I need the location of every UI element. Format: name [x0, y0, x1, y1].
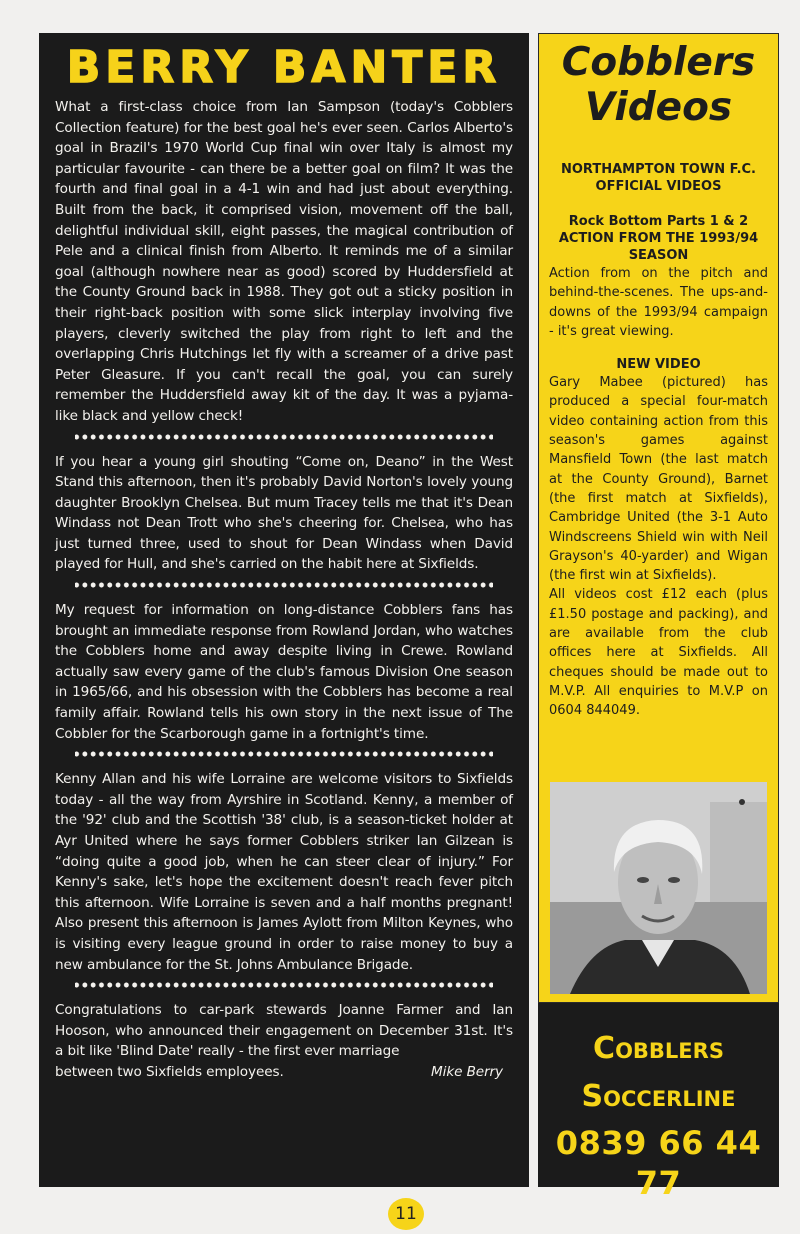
- banter-paragraph: If you hear a young girl shouting “Come on, Deano” in the West Stand this afternoon, then it's probably David Norton's lovely young daughter Brooklyn Chelsea. But mum Tracey tells me that it's Dean Windass not Dean Trott who she's cheering for. Chelsea, who has just turned three, used to shout for Dean Windass when David played for Hull, and she's carried on the habit here at Sixfields.: [55, 453, 513, 573]
- dot-separator: [75, 978, 493, 992]
- banter-paragraph: My request for information on long-distance Cobblers fans has brought an immediate response from Rowland Jordan, who watches the Cobblers home and away despite living in Crewe. Rowland actually saw every game of the club's famous Division One season in 1965/66, and his obsession with the Cobblers has become a real family affair. Rowland tells his own story in the next issue of The Cobbler for the Scarborough game in a fortnight's time.: [55, 602, 513, 742]
- videos-title-line1: Cobblers: [561, 40, 756, 85]
- cobblers-videos-panel: [538, 33, 779, 1003]
- banter-last-paragraph: [55, 1000, 513, 1062]
- soccerline-line1: Cobblers: [593, 1031, 724, 1066]
- soccerline-line2: Soccerline: [581, 1079, 736, 1114]
- berry-banter-panel: [39, 33, 529, 1187]
- dot-separator: [75, 578, 493, 592]
- page-number: 11: [388, 1198, 424, 1230]
- banter-last-paragraph-text: Congratulations to car-park stewards Joanne Farmer and Ian Hooson, who announced their engagement on December 31st. It's a bit like 'Blind Date' really - the first ever marriage: [55, 1002, 513, 1060]
- banter-paragraph: Kenny Allan and his wife Lorraine are welcome visitors to Sixfields today - all the way from Ayrshire in Scotland. Kenny, a member of the '92' club and the Scottish '38' club, is a season-ticket holder at Ayr United where he says former Cobblers striker Ian Gilzean is “doing quite a good job, when he can steer clear of injury.” For Kenny's sake, let's hope the excitement doesn't reach fever pitch this afternoon. Wife Lorraine is seven and a half months pregnant! Also present this afternoon is James Aylott from Milton Keynes, who is visiting every league ground in order to raise money to buy a new ambulance for the St. Johns Ambulance Brigade.: [55, 771, 513, 973]
- signature-line: [55, 1062, 513, 1083]
- author-signature: Mike Berry: [431, 1063, 503, 1080]
- club-heading: NORTHAMPTON TOWN F.C. OFFICIAL VIDEOS: [560, 162, 756, 194]
- soccerline-panel: [538, 1003, 779, 1202]
- banter-last-paragraph-end: between two Sixfields employees.: [55, 1063, 284, 1080]
- feature-heading: Rock Bottom Parts 1 & 2 ACTION FROM THE 1993/94 SEASON: [558, 214, 759, 263]
- new-video-heading: NEW VIDEO: [616, 357, 701, 373]
- price-text: All videos cost £12 each (plus £1.50 postage and packing), and are available from the club offices here at Sixfields. All cheques should be made out to M.V.P. All enquiries to M.V.P on 0604 844049.: [549, 587, 768, 719]
- gary-mabee-photo: [550, 782, 767, 994]
- new-video-text: Gary Mabee (pictured) has produced a special four-match video containing action from this season's games against Mansfield Town (the last match at the County Ground), Barnet (the first match at Sixfields), Cambridge United (the 3-1 Auto Windscreens Shield win with Neil Grayson's 40-yarder) and Wigan (the first win at Sixfields).: [549, 375, 768, 584]
- dot-separator: [75, 747, 493, 761]
- soccerline-phone-number: 0839 66 44 77: [555, 1124, 762, 1202]
- berry-banter-title: BERRY BANTER: [66, 42, 502, 93]
- banter-paragraph: What a first-class choice from Ian Sampson (today's Cobblers Collection feature) for the best goal he's ever seen. Carlos Alberto's goal in Brazil's 1970 World Cup final win over Italy is almost my particular favourite - can there be a better goal on film? It was the fourth and final goal in a 4-1 win and had just about everything. Built from the back, it comprised vision, movement off the ball, delightful individual skill, eight passes, the magical contribution of Pele and a clinical finish from Alberto. It reminds me of a similar goal (although nowhere near as good) scored by Huddersfield at the County Ground back in 1988. They got out a sticky position in their right-back position with some slick interplay involving five players, cleverly switched the play from right to left and the overlapping Chris Hutchings let fly with a screamer of a drive past Peter Gleasure. If you can't recall the goal, you can surely remember the Huddersfield away kit of the day. It was a pyjama-like black and yellow check!: [55, 99, 513, 424]
- videos-title-line2: Videos: [584, 85, 733, 130]
- feature-text: Action from on the pitch and behind-the-scenes. The ups-and-downs of the 1993/94 campaign - it's great viewing.: [549, 266, 768, 339]
- dot-separator: [75, 430, 493, 444]
